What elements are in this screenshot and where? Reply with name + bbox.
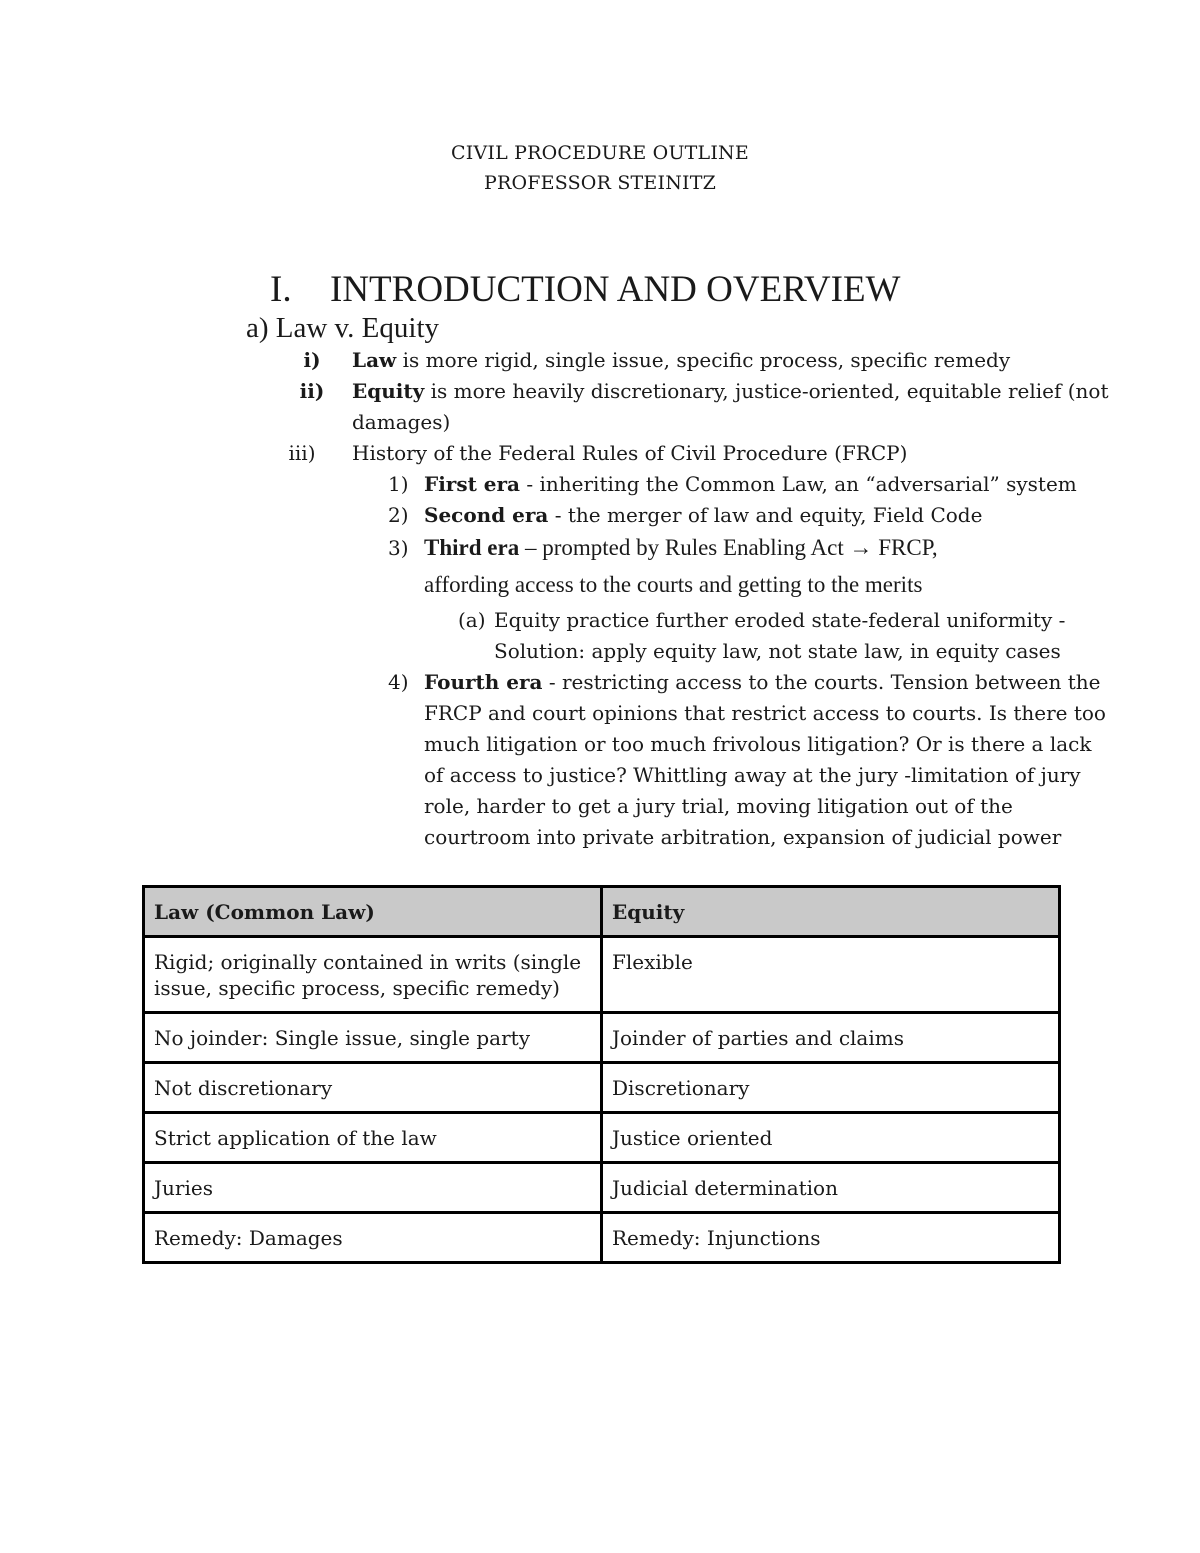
item-law [352,345,1010,376]
table-cell: Not discretionary [144,1063,602,1113]
item-equity [352,376,1109,407]
table-cell: No joinder: Single issue, single party [144,1013,602,1063]
item-bold: Equity [352,379,425,403]
item-marker: ii) [299,379,325,403]
document-title: CIVIL PROCEDURE OUTLINE [451,142,749,164]
era-marker: 1) [388,472,409,496]
table-row [144,1213,1060,1263]
table-cell: Remedy: Injunctions [602,1213,1060,1263]
table-row [144,1013,1060,1063]
table-header-cell: Law (Common Law) [144,887,602,937]
table-cell: Judicial determination [602,1163,1060,1213]
table-row [144,1063,1060,1113]
item-history: History of the Federal Rules of Civil Procedure (FRCP) [352,441,908,465]
table-header-cell: Equity [602,887,1060,937]
era-bold: Fourth era [424,670,543,694]
section-number: I. [270,269,292,310]
table-cell: Remedy: Damages [144,1213,602,1263]
era-marker: 2) [388,503,409,527]
era-text: - restricting access to the courts. Tension between the [542,670,1101,694]
table-row [144,1163,1060,1213]
era-fourth [424,667,1101,698]
table-header-row [144,887,1060,937]
era-line: FRCP and court opinions that restrict access to courts. Is there too [424,701,1106,725]
table-cell: Justice oriented [602,1113,1060,1163]
item-text: is more heavily discretionary, justice-oriented, equitable relief (not [424,379,1109,403]
era-bold: First era [424,472,521,496]
era-line: much litigation or too much frivolous litigation? Or is there a lack [424,732,1092,756]
table-cell: Rigid; originally contained in writs (single issue, specific process, specific remedy) [144,937,602,1013]
table-cell: Discretionary [602,1063,1060,1113]
item-text: is more rigid, single issue, specific process, specific remedy [396,348,1011,372]
era-continuation: affording access to the courts and getting to the merits [424,572,923,597]
sub-line: Equity practice further eroded state-federal uniformity - [494,608,1066,632]
table-cell: Strict application of the law [144,1113,602,1163]
era-first [424,469,1077,500]
table-row [144,1113,1060,1163]
era-text: - the merger of law and equity, Field Code [548,503,983,527]
table-cell: Joinder of parties and claims [602,1013,1060,1063]
sub-line: Solution: apply equity law, not state law, in equity cases [494,639,1061,663]
era-line: of access to justice? Whittling away at the jury -limitation of jury [424,763,1081,787]
item-continuation: damages) [352,410,451,434]
era-line: courtroom into private arbitration, expansion of judicial power [424,825,1062,849]
era-text: – prompted by Rules Enabling Act → FRCP, [519,535,938,560]
era-marker: 3) [388,536,409,560]
table-cell: Juries [144,1163,602,1213]
era-marker: 4) [388,670,409,694]
era-bold: Second era [424,503,549,527]
section-title: INTRODUCTION AND OVERVIEW [330,269,901,310]
era-line: role, harder to get a jury trial, moving litigation out of the [424,794,1013,818]
table-cell: Flexible [602,937,1060,1013]
law-equity-table [142,885,1061,1264]
subsection-title: a) Law v. Equity [246,312,440,344]
era-second [424,500,982,531]
professor-name: PROFESSOR STEINITZ [483,172,716,194]
item-marker: i) [303,348,321,372]
era-text: - inheriting the Common Law, an “adversarial” system [520,472,1077,496]
item-bold: Law [352,348,397,372]
era-bold: Third era [424,535,520,560]
sub-marker: (a) [458,608,486,632]
era-third [424,530,938,565]
item-marker: iii) [288,441,316,465]
table-row [144,937,1060,1013]
